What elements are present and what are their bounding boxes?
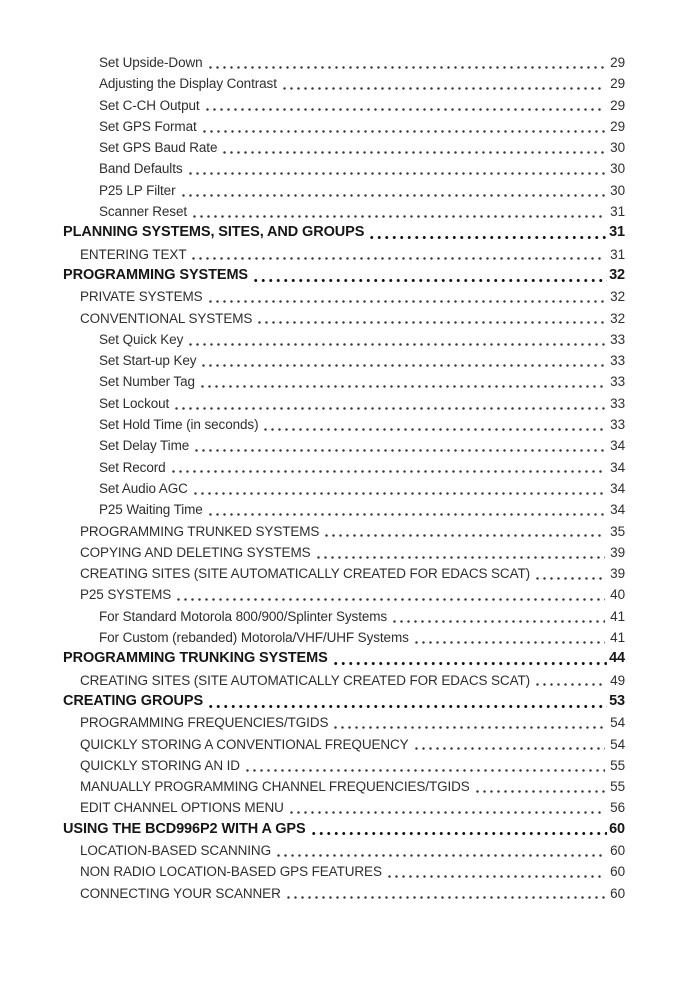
toc-entry-label: Band Defaults (99, 161, 183, 177)
toc-entry (63, 883, 625, 904)
dot-leader (256, 308, 605, 329)
toc-entry-page-number: 30 (610, 161, 625, 177)
dot-leader (252, 265, 607, 286)
toc-entry (63, 73, 625, 94)
toc-entry (63, 116, 625, 137)
toc-entry (63, 329, 625, 350)
toc-entry (63, 755, 625, 776)
toc-entry-label: For Standard Motorola 800/900/Splinter Systems (99, 608, 388, 624)
toc-entry (63, 606, 625, 627)
toc-entry (63, 222, 625, 243)
dot-leader (175, 584, 605, 605)
toc-entry-page-number: 54 (610, 715, 625, 731)
toc-entry-page-number: 60 (610, 864, 625, 880)
toc-entry (63, 52, 625, 73)
dot-leader (204, 95, 606, 116)
toc-entry-page-number: 55 (610, 757, 625, 773)
dot-leader (207, 286, 606, 307)
dot-leader (315, 542, 606, 563)
toc-entry (63, 286, 625, 307)
toc-entry-page-number: 31 (609, 224, 625, 241)
toc-entry (63, 521, 625, 542)
toc-entry-label: CREATING SITES (SITE AUTOMATICALLY CREATED FOR EDACS SCAT) (80, 672, 531, 688)
toc-entry (63, 478, 625, 499)
toc-entry-label: For Custom (rebanded) Motorola/VHF/UHF Systems (99, 630, 409, 646)
toc-entry-page-number: 34 (610, 438, 625, 454)
toc-entry-label: Set Lockout (99, 395, 170, 411)
toc-entry (63, 648, 625, 669)
toc-entry (63, 861, 625, 882)
toc-entry (63, 95, 625, 116)
toc-entry-page-number: 40 (610, 587, 625, 603)
dot-leader (474, 776, 605, 797)
dot-leader (386, 861, 605, 882)
dot-leader (288, 797, 605, 818)
dot-leader (368, 222, 607, 243)
toc-entry-page-number: 60 (609, 820, 625, 837)
toc-entry-page-number: 34 (610, 480, 625, 496)
toc-entry-label: PROGRAMMING FREQUENCIES/TGIDS (80, 715, 329, 731)
toc-entry-label: LOCATION-BASED SCANNING (80, 842, 271, 858)
toc-entry-label: Set C-CH Output (99, 97, 200, 113)
dot-leader (281, 73, 605, 94)
toc-entry-label: Set Start-up Key (99, 353, 197, 369)
toc-entry-label: NON RADIO LOCATION-BASED GPS FEATURES (80, 864, 382, 880)
toc-entry (63, 712, 625, 733)
dot-leader (180, 180, 606, 201)
toc-entry-page-number: 41 (610, 608, 625, 624)
dot-leader (332, 712, 605, 733)
toc-entry-label: ENTERING TEXT (80, 246, 187, 262)
toc-entry-page-number: 41 (610, 630, 625, 646)
toc-entry-page-number: 34 (610, 459, 625, 475)
toc-entry-label: P25 LP Filter (99, 182, 176, 198)
toc-entry (63, 308, 625, 329)
toc-entry-label: Set Audio AGC (99, 480, 188, 496)
toc-entry-page-number: 32 (610, 310, 625, 326)
toc-entry (63, 797, 625, 818)
toc-entry-label: PROGRAMMING SYSTEMS (63, 266, 249, 283)
toc-entry (63, 542, 625, 563)
toc-entry-label: Set GPS Format (99, 118, 197, 134)
dot-leader (221, 137, 605, 158)
dot-leader (199, 371, 605, 392)
toc-entry-label: USING THE BCD996P2 WITH A GPS (63, 820, 306, 837)
toc-entry-label: CREATING GROUPS (63, 692, 204, 709)
dot-leader (332, 648, 607, 669)
toc-entry (63, 393, 625, 414)
toc-entry-page-number: 60 (610, 842, 625, 858)
toc-entry-page-number: 31 (610, 246, 625, 262)
toc-entry-label: Set Upside-Down (99, 55, 203, 70)
dot-leader (323, 521, 605, 542)
toc-entry-label: Set Quick Key (99, 331, 184, 347)
toc-entry-label: QUICKLY STORING A CONVENTIONAL FREQUENCY (80, 736, 409, 752)
toc-entry (63, 734, 625, 755)
dot-leader (193, 435, 605, 456)
toc-entry-page-number: 60 (610, 885, 625, 901)
toc-entry-page-number: 39 (610, 566, 625, 582)
toc-entry-page-number: 29 (610, 76, 625, 92)
toc-entry-label: Set Record (99, 459, 166, 475)
toc-entry-page-number: 29 (610, 97, 625, 113)
toc-entry-label: P25 SYSTEMS (80, 587, 172, 603)
toc-entry-label: PROGRAMMING TRUNKED SYSTEMS (80, 523, 320, 539)
dot-leader (187, 329, 605, 350)
toc-entry-page-number: 30 (610, 182, 625, 198)
toc-entry (63, 627, 625, 648)
toc-entry-page-number: 32 (609, 266, 625, 283)
dot-leader (285, 883, 605, 904)
toc-entry-label: Set GPS Baud Rate (99, 140, 218, 156)
toc-entry (63, 499, 625, 520)
toc-entry-label: COPYING AND DELETING SYSTEMS (80, 544, 311, 560)
toc-entry-page-number: 33 (610, 353, 625, 369)
toc-entry-label: Scanner Reset (99, 204, 187, 220)
toc-entry-page-number: 29 (610, 55, 625, 70)
toc-entry-label: CREATING SITES (SITE AUTOMATICALLY CREATED FOR EDACS SCAT) (80, 566, 531, 582)
toc-entry-page-number: 33 (610, 331, 625, 347)
toc-entry (63, 563, 625, 584)
toc-entry-label: PROGRAMMING TRUNKING SYSTEMS (63, 650, 328, 667)
toc-entry (63, 670, 625, 691)
toc-entry-label: Set Number Tag (99, 374, 195, 390)
toc-entry-page-number: 49 (610, 672, 625, 688)
toc-entry-page-number: 33 (610, 374, 625, 390)
toc-entry-page-number: 54 (610, 736, 625, 752)
toc-entry-label: CONNECTING YOUR SCANNER (80, 885, 281, 901)
toc-entry (63, 158, 625, 179)
toc-entry (63, 265, 625, 286)
toc-entry-page-number: 31 (610, 204, 625, 220)
dot-leader (391, 606, 605, 627)
dot-leader (244, 755, 605, 776)
toc-entry (63, 819, 625, 840)
toc-entry-page-number: 33 (610, 417, 625, 433)
dot-leader (207, 52, 606, 73)
dot-leader (534, 563, 605, 584)
dot-leader (275, 840, 605, 861)
toc-entry-page-number: 35 (610, 523, 625, 539)
toc-entry-label: PRIVATE SYSTEMS (80, 289, 203, 305)
toc-entry-label: Adjusting the Display Contrast (99, 76, 277, 92)
toc-entry (63, 840, 625, 861)
toc-entry-label: Set Hold Time (in seconds) (99, 417, 259, 433)
toc-entry (63, 414, 625, 435)
toc-entry-label: QUICKLY STORING AN ID (80, 757, 240, 773)
toc-entry (63, 201, 625, 222)
toc-entry (63, 350, 625, 371)
toc-entry (63, 137, 625, 158)
dot-leader (192, 478, 605, 499)
dot-leader (413, 734, 606, 755)
toc-entry (63, 584, 625, 605)
toc-entry-label: P25 Waiting Time (99, 502, 203, 518)
dot-leader (310, 819, 607, 840)
dot-leader (413, 627, 605, 648)
toc-entry-page-number: 30 (610, 140, 625, 156)
toc-entry-page-number: 44 (609, 650, 625, 667)
dot-leader (191, 201, 605, 222)
toc-entry-label: PLANNING SYSTEMS, SITES, AND GROUPS (63, 224, 365, 241)
dot-leader (170, 457, 606, 478)
toc-entry (63, 244, 625, 265)
toc-entry (63, 371, 625, 392)
toc-entry-label: Set Delay Time (99, 438, 190, 454)
toc-entry (63, 776, 625, 797)
toc-entry-page-number: 53 (609, 692, 625, 709)
toc-entry-label: EDIT CHANNEL OPTIONS MENU (80, 800, 284, 816)
toc-entry-page-number: 34 (610, 502, 625, 518)
toc-list (63, 52, 625, 904)
toc-entry-label: MANUALLY PROGRAMMING CHANNEL FREQUENCIES/TGIDS (80, 779, 470, 795)
dot-leader (200, 350, 605, 371)
toc-entry-page-number: 33 (610, 395, 625, 411)
toc-entry (63, 691, 625, 712)
dot-leader (262, 414, 605, 435)
toc-entry-page-number: 39 (610, 544, 625, 560)
toc-entry (63, 180, 625, 201)
dot-leader (207, 499, 605, 520)
dot-leader (187, 158, 606, 179)
toc-entry-page-number: 56 (610, 800, 625, 816)
toc-entry-page-number: 55 (610, 779, 625, 795)
dot-leader (173, 393, 605, 414)
toc-entry-page-number: 29 (610, 118, 625, 134)
toc-entry-label: CONVENTIONAL SYSTEMS (80, 310, 253, 326)
dot-leader (201, 116, 606, 137)
dot-leader (190, 244, 605, 265)
dot-leader (207, 691, 607, 712)
dot-leader (534, 670, 605, 691)
toc-entry (63, 435, 625, 456)
toc-entry-page-number: 32 (610, 289, 625, 305)
toc-entry (63, 457, 625, 478)
